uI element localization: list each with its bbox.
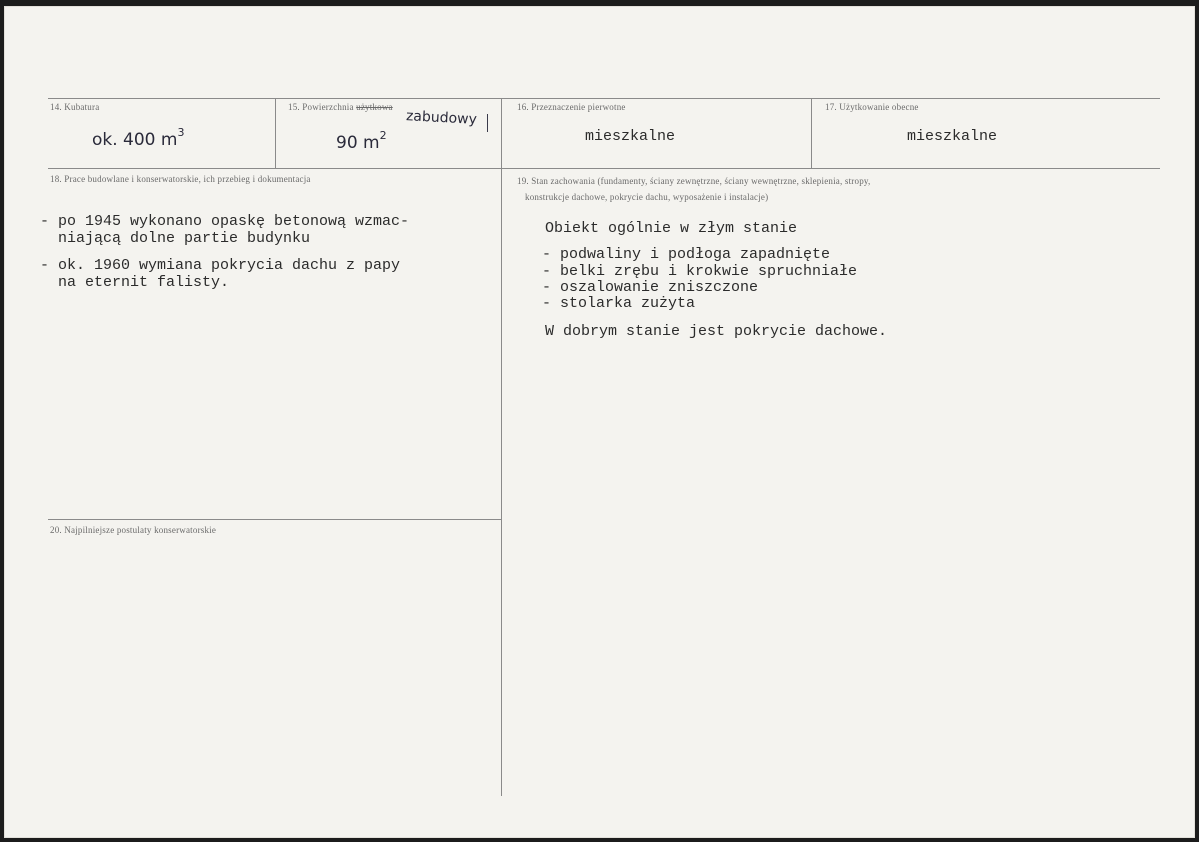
field19-outro: W dobrym stanie jest pokrycie dachowe. (545, 323, 888, 340)
field15-label-struck: użytkowa (356, 102, 393, 112)
field18-line-3: - ok. 1960 wymiana pokrycia dachu z papy (40, 257, 401, 274)
field16-value: mieszkalne (585, 128, 676, 145)
field14-value-sup: 3 (177, 126, 185, 139)
col-divider-3 (811, 98, 812, 168)
field15-label (288, 102, 393, 112)
top-rule (48, 98, 1160, 99)
inventory-card (4, 6, 1195, 838)
field20-label: 20. Najpilniejsze postulaty konserwatorskie (50, 525, 217, 535)
col-divider-2 (501, 98, 502, 796)
field16-label: 16. Przeznaczenie pierwotne (517, 102, 626, 112)
field17-value: mieszkalne (907, 128, 998, 145)
field15-value-sup: 2 (379, 129, 387, 142)
field18-line-1: - po 1945 wykonano opaskę betonową wzmac- (40, 213, 410, 230)
section20-top-rule (48, 519, 501, 520)
field18-line-2: niającą dolne partie budynku (40, 230, 311, 247)
field17-label: 17. Użytkowanie obecne (825, 102, 919, 112)
field15-label-handwritten: zabudowy (405, 108, 478, 128)
col-divider-1 (275, 98, 276, 168)
field18-line-4: na eternit falisty. (40, 274, 230, 291)
field19-label-line1: 19. Stan zachowania (fundamenty, ściany zewnętrzne, ściany wewnętrzne, sklepienia, stropy, (517, 176, 871, 186)
field18-label: 18. Prace budowlane i konserwatorskie, ich przebieg i dokumentacja (50, 174, 311, 184)
field15-value-text: 90 m (336, 133, 380, 153)
field19-item-4: - stolarka zużyta (542, 295, 696, 312)
field15-label-prefix: 15. Powierzchnia (288, 102, 354, 112)
field15-handwritten-stroke (487, 114, 488, 132)
field14-value-text: ok. 400 m (92, 130, 178, 150)
field15-value (336, 129, 387, 153)
field19-item-1: - podwaliny i podłoga zapadnięte (542, 246, 831, 263)
field19-item-3: - oszalowanie zniszczone (542, 279, 759, 296)
field14-value (92, 126, 185, 150)
row1-bottom-rule (48, 168, 1160, 169)
field14-label: 14. Kubatura (50, 102, 100, 112)
field19-item-2: - belki zrębu i krokwie spruchniałe (542, 263, 858, 280)
field19-label-line2: konstrukcje dachowe, pokrycie dachu, wyposażenie i instalacje) (525, 192, 769, 202)
field19-intro: Obiekt ogólnie w złym stanie (545, 220, 798, 237)
